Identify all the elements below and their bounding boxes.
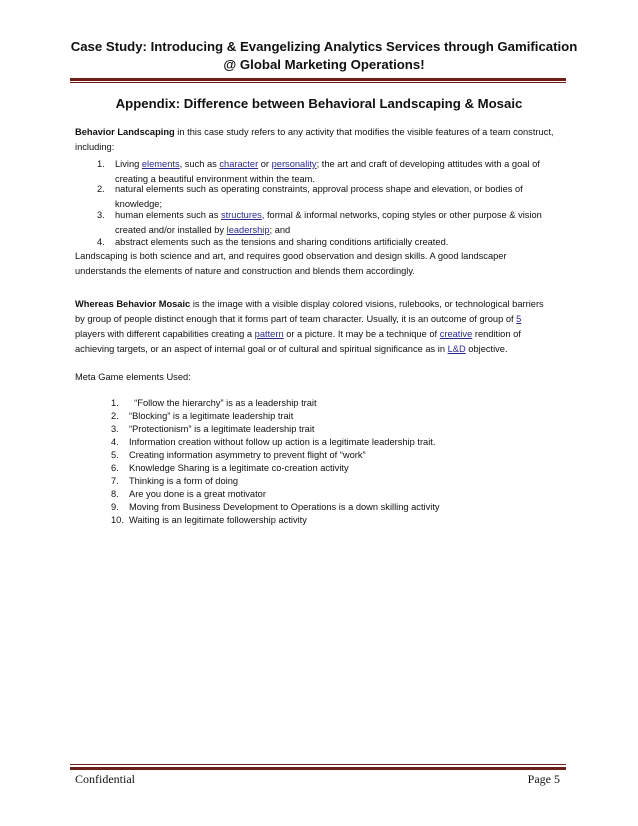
link-creative[interactable]: creative [439, 329, 473, 339]
list-item-number: 1. [111, 398, 119, 408]
list-item-continuation: knowledge; [115, 199, 163, 209]
header-title-line-2: @ Global Marketing Operations! [223, 57, 425, 72]
list-item-number: 2. [111, 411, 119, 421]
meta-game-heading: Meta Game elements Used: [75, 372, 191, 382]
link-l-and-d[interactable]: L&D [447, 344, 466, 354]
mosaic-line-2 [75, 312, 569, 327]
mosaic-term: Whereas Behavior Mosaic [75, 299, 191, 309]
list-item-text-part: or [258, 159, 272, 169]
header-rule-thin [70, 82, 566, 83]
list-item-text [115, 208, 542, 223]
list-item-number: 9. [111, 502, 119, 512]
link-5[interactable]: 5 [516, 314, 522, 324]
link-character[interactable]: character [219, 159, 259, 169]
list-item-text-part: ; the art and craft of developing attitudes with a goal of [316, 159, 540, 169]
footer-rule-thick [70, 767, 566, 770]
list-item-text: abstract elements such as the tensions and sharing conditions artificially created. [115, 237, 449, 247]
list-item-text-part: human elements such as [115, 210, 221, 220]
landscaping-term: Behavior Landscaping [75, 127, 175, 137]
list-item-text: Creating information asymmetry to prevent flight of “work” [129, 450, 366, 460]
list-item-number: 8. [111, 489, 119, 499]
link-leadership[interactable]: leadership [226, 225, 270, 235]
landscaping-intro-text: in this case study refers to any activity that modifies the visible features of a team construct, [174, 127, 554, 137]
appendix-title: Appendix: Difference between Behavioral Landscaping & Mosaic [115, 96, 523, 111]
link-structures[interactable]: structures [220, 210, 262, 220]
list-item-number: 5. [111, 450, 119, 460]
mosaic-text-part: rendition of [472, 329, 521, 339]
landscaping-closing-line-2: understands the elements of nature and construction and blends them accordingly. [75, 266, 415, 276]
mosaic-text-part: is the image with a visible display colored visions, rulebooks, or technological barriers [190, 299, 544, 309]
landscaping-closing-line-1: Landscaping is both science and art, and requires good observation and design skills. A good landscaper [75, 251, 507, 261]
list-item-text: Thinking is a form of doing [129, 476, 239, 486]
mosaic-text-part: players with different capabilities creating a [75, 329, 255, 339]
header-rule-thick [70, 78, 566, 81]
landscaping-closing [75, 249, 569, 279]
mosaic-text-part: by group of people distinct enough that it forms part of team character. Usually, it is an outcome of group of [75, 314, 517, 324]
list-item-text-part: Living [115, 159, 142, 169]
list-item-number: 4. [111, 437, 119, 447]
landscaping-intro [75, 125, 569, 155]
link-pattern[interactable]: pattern [254, 329, 284, 339]
list-item-number: 4. [97, 237, 105, 247]
list-item [111, 513, 551, 528]
mosaic-line-4 [75, 342, 569, 357]
list-item-text [115, 157, 540, 172]
mosaic-text-part: objective. [465, 344, 508, 354]
landscaping-intro-line-1 [75, 125, 569, 140]
list-item-text: Moving from Business Development to Operations is a down skilling activity [129, 502, 440, 512]
list-item-number: 1. [97, 159, 105, 169]
link-elements[interactable]: elements [141, 159, 180, 169]
list-item-text: natural elements such as operating constraints, approval process shape and elevation, or bodies of [115, 184, 523, 194]
list-item-number: 7. [111, 476, 119, 486]
list-item-text: “Follow the hierarchy” is as a leadership trait [129, 398, 317, 408]
list-item-text-part: , such as [179, 159, 220, 169]
list-item-number: 10. [111, 515, 124, 525]
list-item-text: “Blocking” is a legitimate leadership trait [129, 411, 294, 421]
list-item-text: Waiting is an legitimate followership activity [129, 515, 307, 525]
list-item-continuation: creating a beautiful environment within the team. [115, 174, 315, 184]
list-item-number: 3. [97, 210, 105, 220]
list-item-text-part: ; and [269, 225, 291, 235]
mosaic-line-1 [75, 297, 569, 312]
mosaic-paragraph [75, 297, 569, 357]
link-personality[interactable]: personality [271, 159, 317, 169]
list-item-text-part: created and/or installed by [115, 225, 227, 235]
list-item-text: Knowledge Sharing is a legitimate co-creation activity [129, 463, 349, 473]
list-item-number: 3. [111, 424, 119, 434]
footer-page-number: Page 5 [527, 772, 560, 786]
list-item-number: 2. [97, 184, 105, 194]
list-item [97, 208, 567, 238]
list-item-text: Are you done is a great motivator [129, 489, 266, 499]
list-item-text: Information creation without follow up action is a legitimate leadership trait. [129, 437, 436, 447]
mosaic-line-3 [75, 327, 569, 342]
mosaic-text-part: or a picture. It may be a technique of [283, 329, 440, 339]
footer-confidential: Confidential [75, 772, 135, 786]
footer-rule-thin [70, 764, 566, 765]
landscaping-intro-line-2: including: [75, 142, 115, 152]
document-header [60, 38, 588, 74]
list-item-text: “Protectionism” is a legitimate leadership trait [129, 424, 315, 434]
header-title-line-1: Case Study: Introducing & Evangelizing Analytics Services through Gamification [70, 39, 578, 54]
list-item [97, 235, 567, 250]
list-item-number: 6. [111, 463, 119, 473]
mosaic-text-part: achieving targets, or an aspect of internal goal or of cultural and spiritual significance as in [75, 344, 448, 354]
list-item-text-part: , formal & informal networks, coping styles or other purpose & vision [261, 210, 542, 220]
